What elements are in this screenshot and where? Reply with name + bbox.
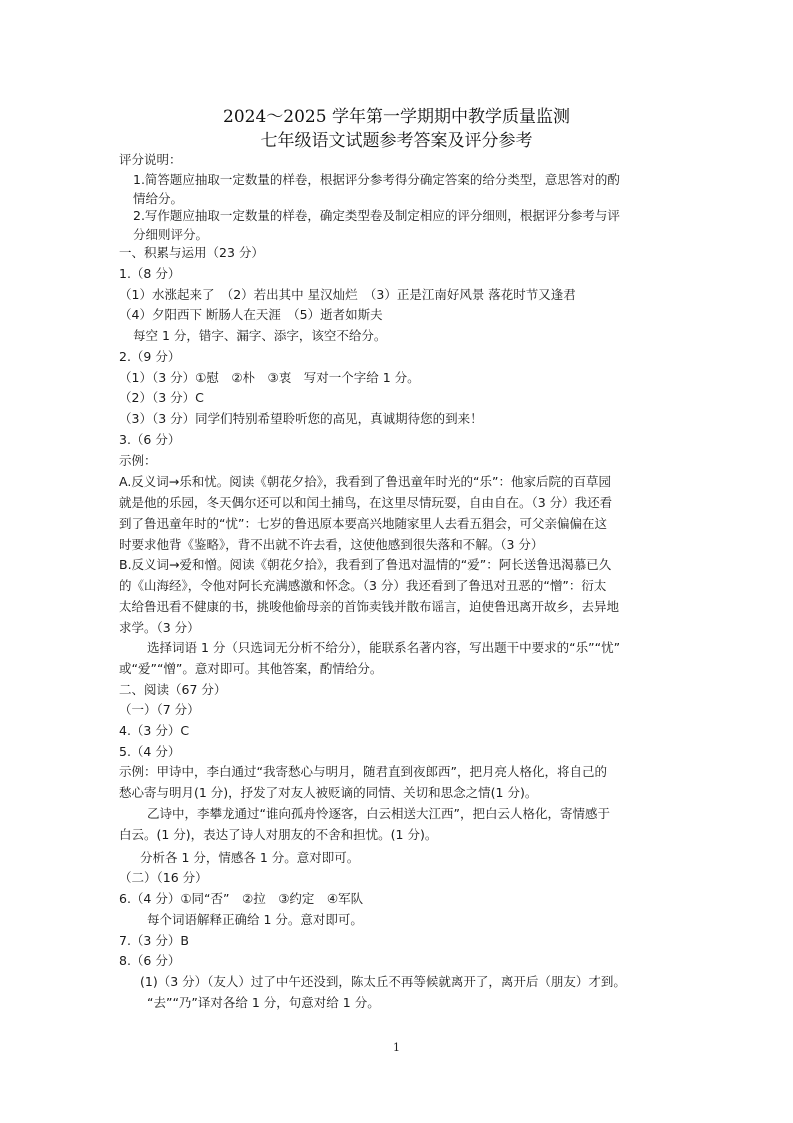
question-heading: 5.（4 分）	[119, 744, 181, 759]
text-line: （4）夕阳西下 断肠人在天涯 （5）逝者如斯夫	[119, 307, 383, 322]
page-number: 1	[393, 1041, 400, 1054]
text-line: 示例：甲诗中，李白通过“我寄愁心与明月，随君直到夜郎西”，把月亮人格化，将自己的	[119, 764, 607, 779]
text-line: 选择词语 1 分（只选词无分析不给分），能联系名著内容，写出题干中要求的“乐”“忧”	[147, 640, 621, 655]
text-line: A.反义词→乐和忧。阅读《朝花夕拾》，我看到了鲁迅童年时光的“乐”：他家后院的百草园	[119, 474, 611, 489]
text-line: 分细则评分。	[133, 227, 209, 242]
text-line: 或“爱”“憎”。意对即可。其他答案，酌情给分。	[119, 661, 383, 676]
text-line: （1）（3 分）①慰 ②朴 ③衷 写对一个字给 1 分。	[119, 370, 420, 385]
text-line: （1）水涨起来了 （2）若出其中 星汉灿烂 （3）正是江南好风景 落花时节又逢君	[119, 287, 576, 302]
page-title: 2024～2025 学年第一学期期中教学质量监测	[223, 107, 570, 127]
question-heading: 3.（6 分）	[119, 432, 181, 447]
text-line: 愁心寄与明月(1 分)，抒发了对友人被贬谪的同情、关切和思念之情(1 分)。	[119, 785, 538, 800]
text-line: 分析各 1 分，情感各 1 分。意对即可。	[140, 850, 360, 865]
question-heading: 4.（3 分）C	[119, 723, 190, 738]
text-line: 乙诗中，李攀龙通过“谁向孤舟怜逐客，白云相送大江西”，把白云人格化，寄情感于	[147, 806, 610, 821]
question-heading: 2.（9 分）	[119, 349, 181, 364]
text-line: （2）（3 分）C	[119, 390, 204, 405]
text-line: (1)（3 分）（友人）过了中午还没到，陈太丘不再等候就离开了，离开后（朋友）才到。	[140, 974, 626, 989]
text-line: 白云。(1 分)，表达了诗人对朋友的不舍和担忧。(1 分)。	[119, 827, 438, 842]
subsection-heading: （二）（16 分）	[119, 870, 208, 885]
text-line: 示例：	[119, 453, 157, 468]
section-heading: 二、阅读（67 分）	[119, 682, 227, 697]
text-line: “去”“乃”译对各给 1 分，句意对给 1 分。	[147, 995, 380, 1010]
text-line: 2.写作题应抽取一定数量的样卷，确定类型卷及制定相应的评分细则，根据评分参考与评	[133, 208, 620, 223]
question-heading: 1.（8 分）	[119, 266, 181, 281]
question-heading: 7.（3 分）B	[119, 933, 189, 948]
text-line: 时要求他背《鉴略》，背不出就不许去看，这使他感到很失落和不解。（3 分）	[119, 537, 544, 552]
text-line: 每空 1 分，错字、漏字、添字，该空不给分。	[133, 328, 387, 343]
text-line: 每个词语解释正确给 1 分。意对即可。	[147, 912, 363, 927]
text-line: 太给鲁迅看不健康的书，挑唆他偷母亲的首饰卖钱并散布谣言，迫使鲁迅离开故乡，去异地	[119, 599, 620, 614]
page-subtitle: 七年级语文试题参考答案及评分参考	[260, 131, 533, 151]
text-line: 情给分。	[133, 191, 184, 206]
text-line: 求学。（3 分）	[119, 620, 200, 635]
text-line: 6.（4 分）①同“否” ②拉 ③约定 ④军队	[119, 891, 364, 906]
text-line: 到了鲁迅童年时的“忧”：七岁的鲁迅原本要高兴地随家里人去看五猖会，可父亲偏偏在这	[119, 516, 607, 531]
question-heading: 8.（6 分）	[119, 953, 181, 968]
text-line: B.反义词→爱和憎。阅读《朝花夕拾》，我看到了鲁迅对温情的“爱”：阿长送鲁迅渴慕已久	[119, 557, 612, 572]
section-heading: 一、积累与运用（23 分）	[119, 245, 264, 260]
text-line: 的《山海经》，令他对阿长充满感激和怀念。（3 分）我还看到了鲁迅对丑恶的“憎”：衍太	[119, 578, 607, 593]
subsection-heading: （一）（7 分）	[119, 702, 200, 717]
text-line: （3）（3 分）同学们特别希望聆听您的高见，真诚期待您的到来！	[119, 411, 483, 426]
text-line: 就是他的乐园，冬天偶尔还可以和闰土捕鸟，在这里尽情玩耍，自由自在。（3 分）我还看	[119, 495, 613, 510]
text-line: 1.简答题应抽取一定数量的样卷，根据评分参考得分确定答案的给分类型，意思答对的酌	[133, 172, 620, 187]
text-line: 评分说明：	[119, 152, 182, 167]
